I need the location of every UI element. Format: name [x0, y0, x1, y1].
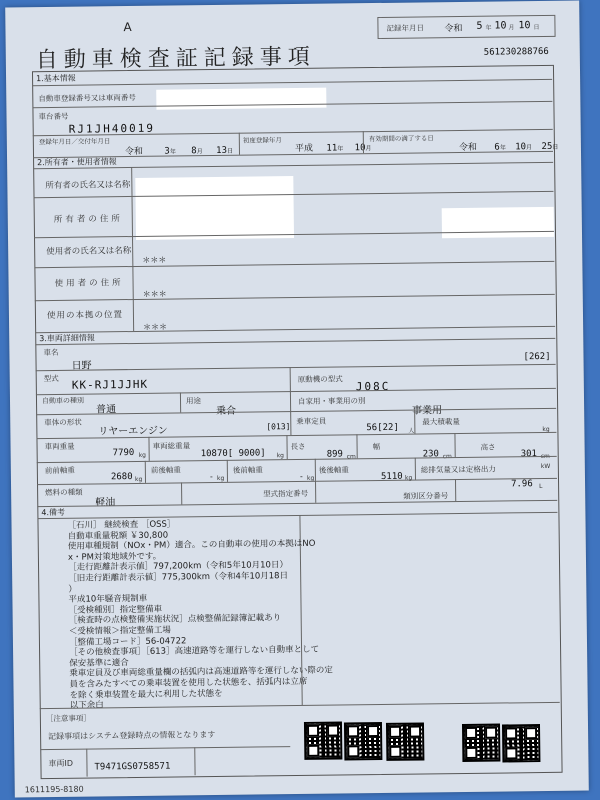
remark-line: 以下余白 [69, 700, 104, 711]
vehicle-kind-value: 普通 [96, 404, 117, 416]
redaction-owner [135, 176, 294, 240]
max-load-label: 最大積載量 [422, 417, 460, 427]
base-location-value: ＊＊＊ [143, 322, 168, 332]
qr-code-5 [502, 724, 540, 762]
model-value: KK-RJ1JJHK [71, 377, 149, 392]
issue-day-unit: 日 [226, 147, 234, 155]
remark-line: 使用車種規制（NOx・PM）適合。この自動車の使用の本拠はNO [67, 538, 316, 552]
height-label: 高さ [480, 442, 496, 452]
front-front-axle-value: 2680 [110, 472, 133, 483]
vehicle-weight-value: 7790 [112, 447, 135, 459]
owner-address-label: 所有者の住所 [53, 214, 123, 225]
qr-code-2 [344, 722, 382, 760]
owner-name-label: 所有者の氏名又は名称 [45, 180, 131, 192]
remark-line: x・PM対策地域外です。 [67, 551, 162, 563]
record-date-era: 令和 [444, 23, 463, 35]
qr-code-1 [304, 721, 342, 759]
qr-code-3 [386, 722, 424, 760]
remark-line: 乗車定員及び車両総重量欄の括弧内は高速道路等を運行しない際の定 [69, 665, 333, 680]
document-sheet [5, 1, 589, 798]
first-reg-month: 10 [354, 143, 366, 154]
length-label: 長さ [290, 441, 306, 452]
use-label: 用途 [185, 396, 202, 406]
record-date-label: 記録年月日 [386, 23, 425, 33]
remark-line: ［受検種別］指定整備車 [68, 604, 163, 616]
height-value: 301 [520, 449, 538, 460]
remark-line: を除く乗車装置を最大に利用した状態を [69, 688, 223, 701]
issue-day: 13 [216, 145, 228, 156]
front-front-axle-unit: kg [134, 475, 143, 483]
section-4-heading: 4.備考 [41, 507, 66, 518]
rear-front-axle-unit: kg [306, 474, 315, 482]
body-shape-label: 車体の形状 [44, 417, 82, 428]
redaction-owner-address-right [442, 207, 554, 238]
qr-code-4 [462, 724, 500, 762]
rear-rear-axle-label: 後後軸重 [318, 465, 349, 475]
remark-line: ＜受検情報＞指定整備工場 [68, 625, 171, 637]
record-year-unit: 年 [485, 24, 492, 32]
expiry-day-unit: 日 [552, 143, 559, 151]
maker-code: [262] [523, 351, 551, 363]
model-label: 型式 [43, 373, 59, 384]
first-reg-month-unit: 月 [365, 145, 372, 153]
user-address-value: ＊＊＊ [142, 289, 167, 299]
maker-label: 車名 [43, 347, 59, 358]
notes-text: 記録事項はシステム登録時点の情報となります [48, 730, 216, 742]
issue-era: 令和 [124, 146, 144, 158]
capacity-label: 乗車定員 [296, 416, 327, 427]
remark-line: ［旧走行距離計表示値］775,300km（令和4年10月18日 [68, 571, 289, 584]
user-address-label: 使用者の住所 [54, 278, 124, 289]
vehicle-weight-unit: kg [138, 451, 147, 459]
max-load-unit: kg [542, 425, 550, 434]
vehicle-kind-label: 自動車の種別 [41, 396, 85, 406]
remark-line: ［その他検査事項］［613］高速道路等を運行しない自動車として [69, 644, 320, 658]
chassis-number-value: RJ1JH40019 [68, 121, 155, 136]
expiry-year-unit: 年 [499, 144, 506, 152]
document-number: 561230288766 [483, 46, 549, 58]
registration-number-label: 自動車登録番号又は車両番号 [38, 92, 136, 104]
document-title: 自動車検査証記録事項 [35, 44, 316, 74]
record-date-box [377, 15, 555, 39]
rear-rear-axle-value: 5110 [380, 471, 403, 482]
vehicle-id-value: T9471GS0758571 [94, 761, 171, 773]
issue-year: 3 [164, 146, 170, 157]
gross-weight-label: 車両総重量 [152, 441, 191, 451]
base-location-label: 使用の本拠の位置 [46, 310, 124, 322]
issue-month: 8 [191, 146, 197, 157]
designation-number-label: 型式指定番号 [263, 488, 309, 499]
first-reg-year: 11 [326, 143, 338, 154]
remark-line: ［走行距離計表示値］797,200km（令和5年10月10日） [67, 560, 289, 574]
displacement-label: 総排気量又は定格出力 [420, 464, 496, 475]
chassis-number-label: 車台番号 [38, 111, 69, 122]
rear-rear-axle-unit: kg [404, 474, 413, 482]
document-mark: A [123, 19, 132, 35]
remark-line: ［整備工場コード］56-04722 [68, 635, 187, 648]
gross-weight-unit: kg [276, 452, 285, 460]
capacity-value: 56[22] [366, 422, 399, 434]
expiry-year: 6 [494, 142, 500, 153]
gross-weight-value: 10870[ 9000] [200, 448, 266, 460]
rear-front-axle-value: - [298, 471, 304, 481]
front-front-axle-label: 前前軸重 [44, 465, 75, 476]
engine-model-value: J08C [355, 379, 391, 394]
expiry-era: 令和 [458, 142, 478, 154]
rear-front-axle-label: 後前軸重 [232, 465, 263, 475]
displacement-unit-l: L [539, 483, 543, 491]
first-reg-era: 平成 [294, 143, 314, 155]
width-label: 幅 [372, 441, 381, 452]
length-unit: cm [346, 453, 356, 461]
private-business-value: 事業用 [412, 405, 443, 417]
remark-line: ） [68, 584, 77, 595]
capacity-unit: 人 [408, 427, 415, 435]
expiry-month-unit: 月 [526, 144, 533, 152]
remarks-block [67, 518, 333, 712]
category-number-label: 類別区分番号 [403, 491, 449, 501]
remark-line: ［検査時の点検整備実施状況］点検整備記録簿記載あり [68, 613, 282, 627]
fuel-type-value: 軽油 [95, 497, 116, 509]
issue-year-unit: 年 [169, 148, 176, 156]
footer-code: 1611195-8180 [24, 784, 84, 795]
use-value: 乗合 [216, 405, 237, 417]
remark-line: 保安基準に適合 [69, 657, 129, 669]
fuel-type-label: 燃料の種類 [45, 487, 83, 498]
engine-model-label: 原動機の型式 [297, 374, 343, 384]
record-date-month: 10 [494, 20, 507, 32]
record-date-year: 5 [476, 20, 483, 32]
length-value: 899 [326, 449, 344, 460]
section-3-heading: 3.車両詳細情報 [39, 333, 95, 344]
body-shape-value: リヤーエンジン [98, 425, 168, 438]
expiry-month: 10 [515, 142, 527, 153]
remark-line: 員を含みたすべての乗車装置を使用した状態を、括弧内は立席 [69, 676, 308, 690]
section-2-heading: 2.所有者・使用者情報 [37, 157, 117, 168]
displacement-unit-kw: kW [540, 462, 551, 471]
record-date-day: 10 [518, 20, 531, 32]
expiry-date-label: 有効期間の満了する日 [368, 134, 434, 144]
width-unit: cm [442, 453, 452, 461]
record-month-unit: 月 [508, 24, 515, 32]
width-value: 230 [422, 449, 440, 460]
user-name-label: 使用者の氏名又は名称 [46, 246, 132, 258]
remark-line: ［石川］ 継続検査 ［OSS］ [67, 519, 176, 531]
first-registration-label: 初度登録年月 [242, 136, 282, 145]
maker-value: 日野 [71, 360, 92, 372]
user-name-value: ＊＊＊ [142, 255, 167, 265]
record-day-unit: 日 [533, 24, 540, 32]
displacement-value: 7.96 [510, 479, 533, 490]
section-1-heading: 1.基本情報 [36, 73, 76, 84]
private-business-label: 自家用・事業用の別 [297, 396, 366, 406]
expiry-day: 25 [541, 141, 553, 152]
notes-heading: ［注意事項］ [45, 713, 91, 724]
vehicle-weight-label: 車両重量 [44, 441, 75, 452]
front-rear-axle-label: 前後軸重 [150, 465, 181, 475]
first-registration-date [295, 140, 372, 154]
front-rear-axle-unit: kg [216, 474, 225, 482]
issue-month-unit: 月 [196, 148, 203, 156]
front-rear-axle-value: - [208, 472, 214, 482]
vehicle-id-label: 車両ID [48, 758, 74, 769]
remark-line: 自動車重量税額 ￥30,800 [67, 530, 169, 542]
body-shape-code: [013] [266, 422, 291, 432]
first-reg-year-unit: 年 [337, 145, 344, 153]
height-unit: cm [540, 452, 550, 461]
issue-date-label: 登録年月日／交付年月日 [38, 137, 111, 147]
remark-line: 平成10年騒音規制車 [68, 594, 148, 605]
